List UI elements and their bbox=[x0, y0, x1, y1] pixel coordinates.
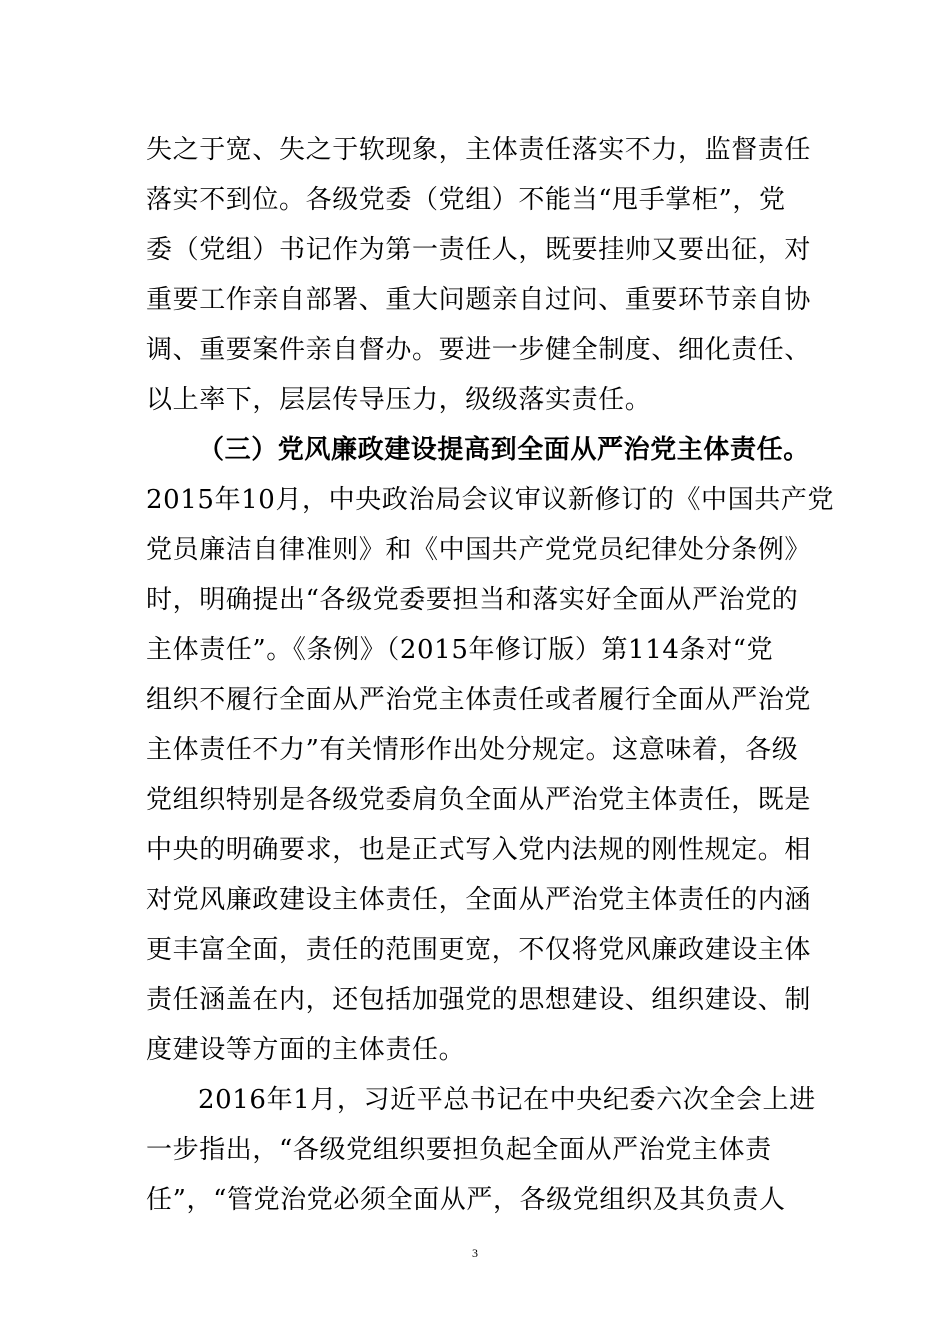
text-line: 以上率下，层层传导压力，级级落实责任。 bbox=[146, 385, 652, 415]
text-line: 党员廉洁自律准则》和《中国共产党党员纪律处分条例》 bbox=[146, 535, 812, 565]
text-line: 重要工作亲自部署、重大问题亲自过问、重要环节亲自协 bbox=[146, 285, 812, 315]
text-line: 主体责任”。《条例》（2015年修订版）第114条对“党 bbox=[146, 635, 774, 665]
text-line: 更丰富全面，责任的范围更宽，不仅将党风廉政建设主体 bbox=[146, 935, 812, 965]
text-line: 委（党组）书记作为第一责任人，既要挂帅又要出征，对 bbox=[146, 235, 812, 265]
text-line: 主体责任不力”有关情形作出处分规定。这意味着，各级 bbox=[146, 735, 799, 765]
text-line: 失之于宽、失之于软现象，主体责任落实不力，监督责任 bbox=[146, 135, 812, 165]
text-line: 落实不到位。各级党委（党组）不能当“甩手掌柜”，党 bbox=[146, 185, 786, 215]
text-line: 调、重要案件亲自督办。要进一步健全制度、细化责任、 bbox=[146, 335, 812, 365]
text-line: 任”，“管党治党必须全面从严，各级党组织及其负责人 bbox=[146, 1185, 786, 1215]
text-line: 度建设等方面的主体责任。 bbox=[146, 1035, 466, 1065]
text-line: 责任涵盖在内，还包括加强党的思想建设、组织建设、制 bbox=[146, 985, 812, 1015]
page-number: 3 bbox=[472, 1246, 478, 1260]
text-line: 2016年1月，习近平总书记在中央纪委六次全会上进 bbox=[198, 1085, 816, 1115]
text-line: 一步指出，“各级党组织要担负起全面从严治党主体责 bbox=[146, 1135, 772, 1165]
text-line: 2015年10月，中央政治局会议审议新修订的《中国共产党 bbox=[146, 485, 835, 515]
text-line: 对党风廉政建设主体责任，全面从严治党主体责任的内涵 bbox=[146, 885, 812, 915]
text-line: 党组织特别是各级党委肩负全面从严治党主体责任，既是 bbox=[146, 785, 812, 815]
text-line: 中央的明确要求，也是正式写入党内法规的刚性规定。相 bbox=[146, 835, 812, 865]
section-heading: （三）党风廉政建设提高到全面从严治党主体责任。 bbox=[198, 435, 810, 465]
text-line: 时，明确提出“各级党委要担当和落实好全面从严治党的 bbox=[146, 585, 799, 615]
text-line: 组织不履行全面从严治党主体责任或者履行全面从严治党 bbox=[146, 685, 812, 715]
